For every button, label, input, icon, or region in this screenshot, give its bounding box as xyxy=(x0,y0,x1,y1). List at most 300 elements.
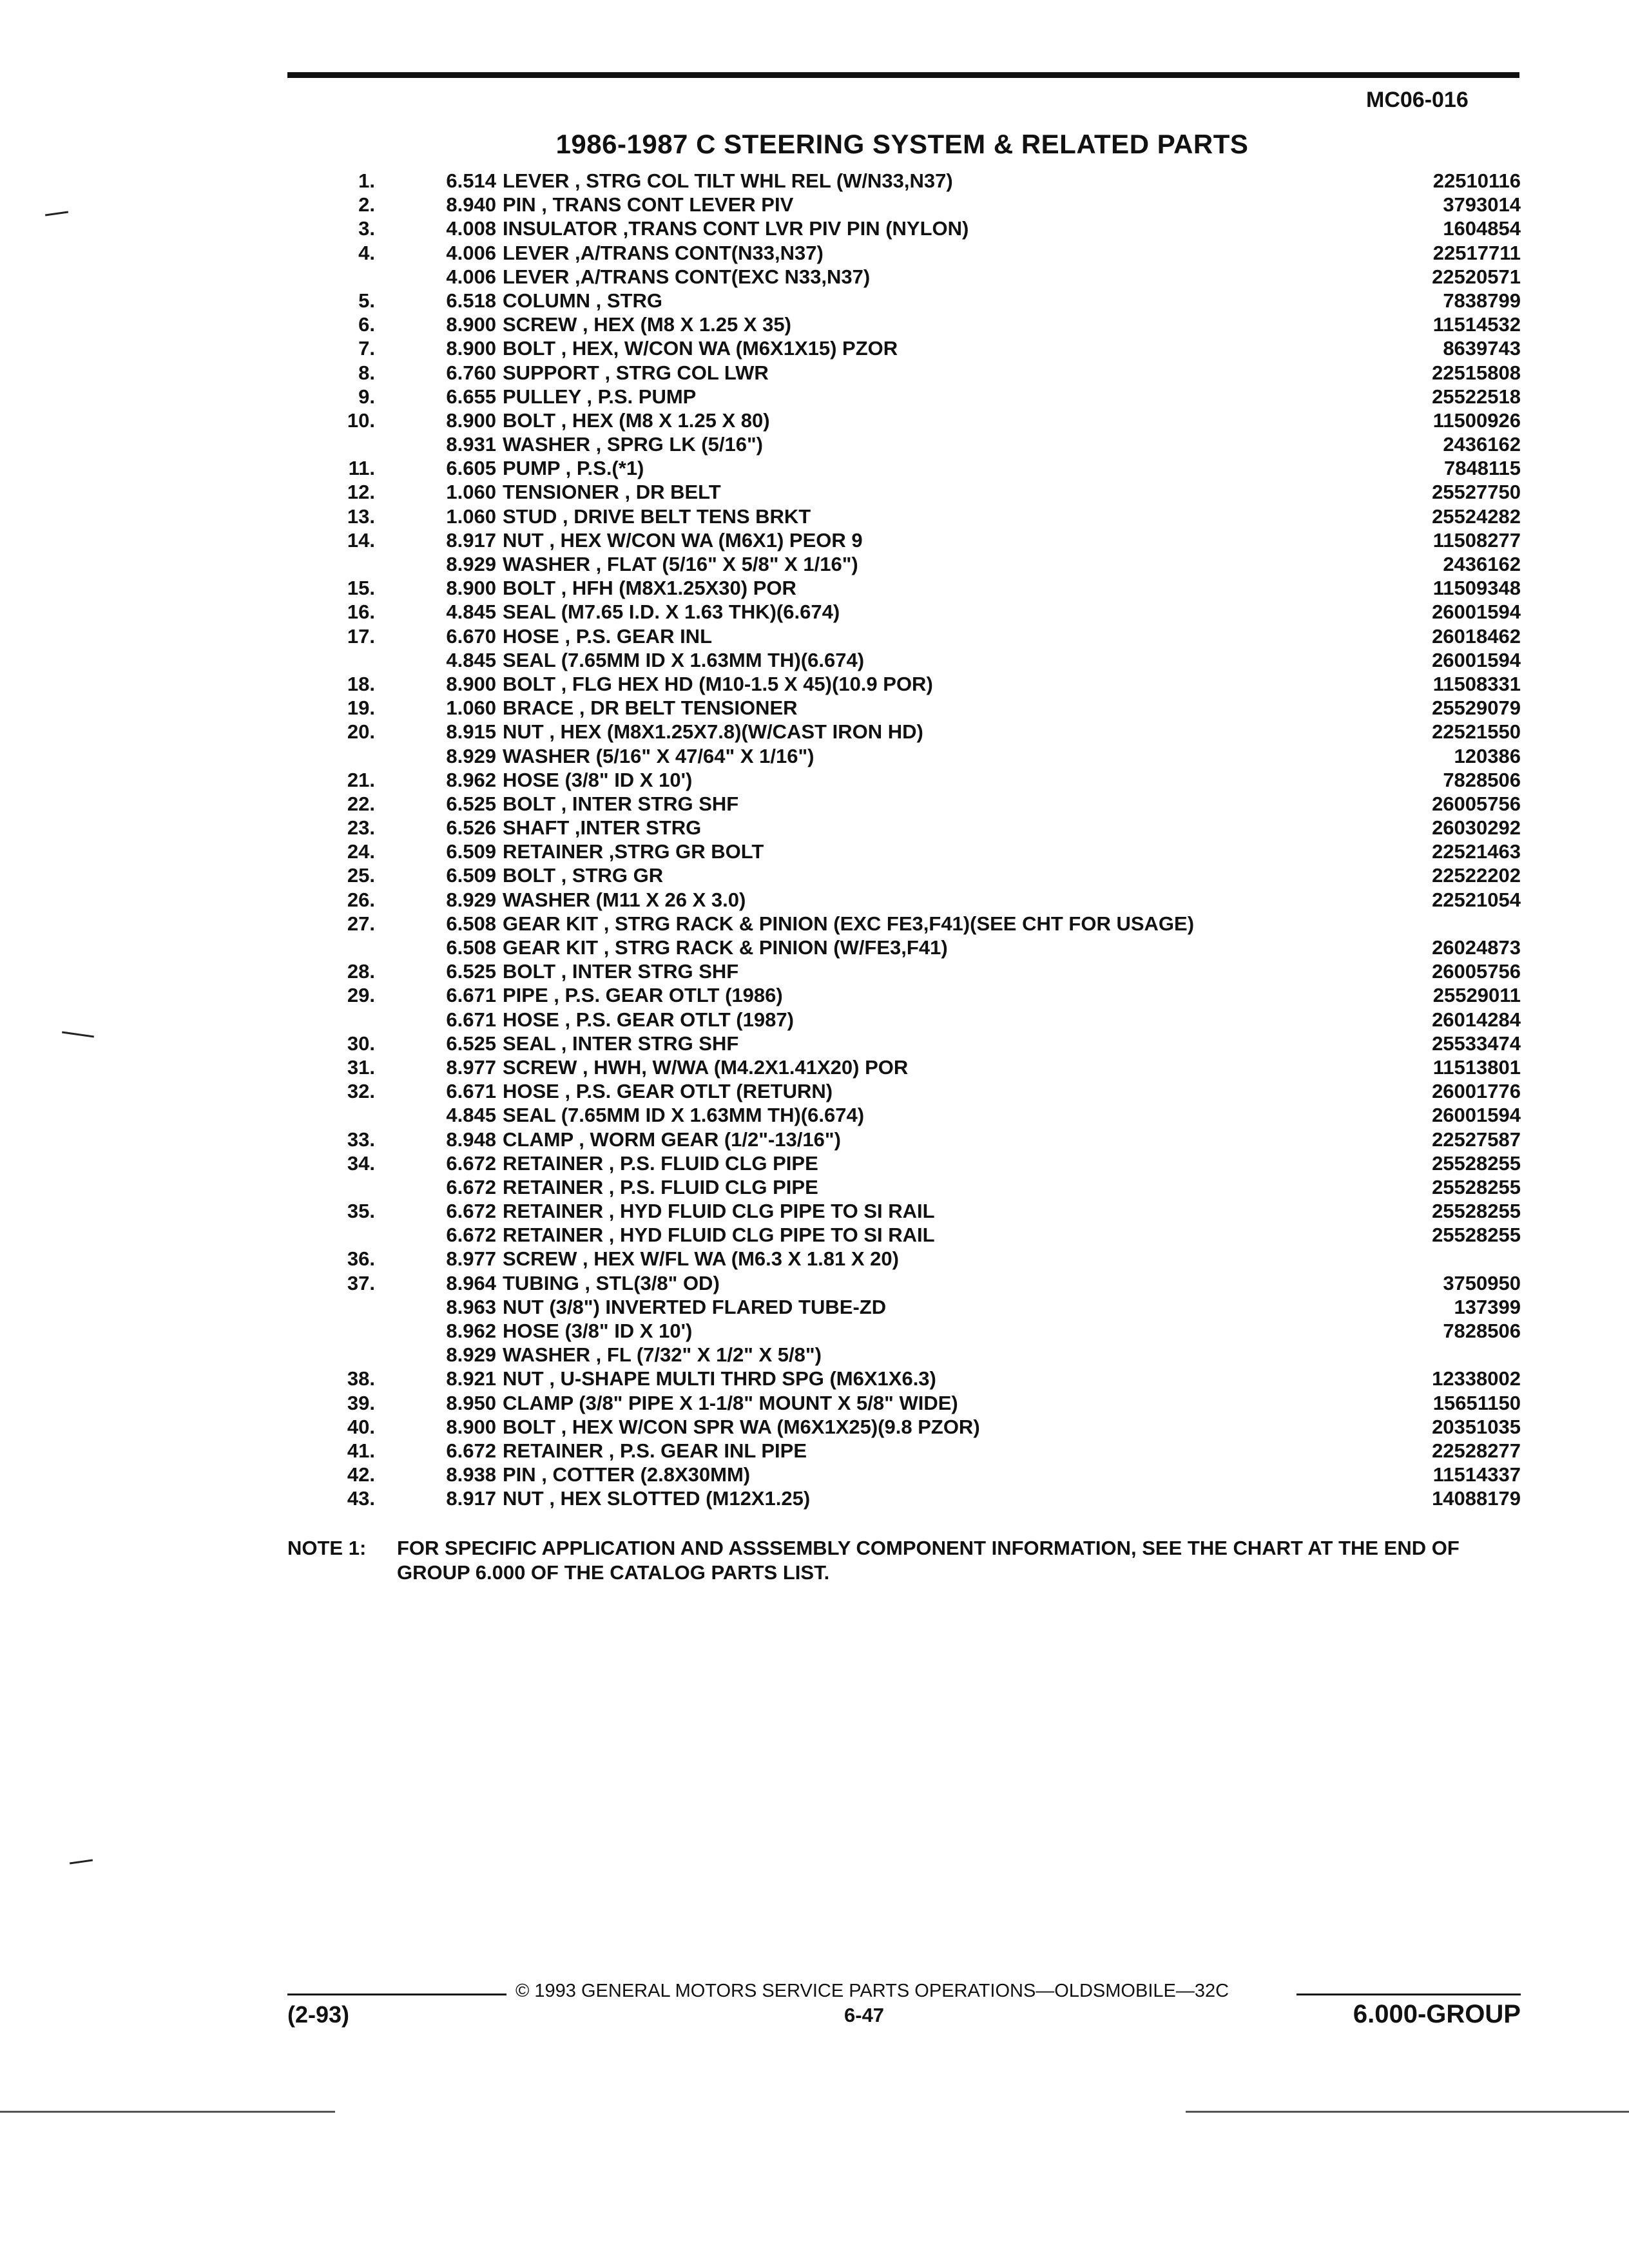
part-description-text: WASHER , FLAT (5/16" X 5/8" X 1/16") xyxy=(503,553,867,575)
item-number: 8. xyxy=(358,361,375,384)
part-number: 11500926 xyxy=(1432,408,1521,432)
group-number: 8.931 xyxy=(446,433,496,456)
part-description-text: PUMP , P.S.(*1) xyxy=(503,457,653,479)
item-number: 15. xyxy=(347,577,375,600)
part-number: 7848115 xyxy=(1444,457,1521,480)
table-row xyxy=(284,265,1521,289)
item-number: 28. xyxy=(347,960,375,983)
table-row xyxy=(284,1391,1521,1415)
item-number: 20. xyxy=(347,720,375,744)
part-description xyxy=(503,624,1411,648)
part-number: 3750950 xyxy=(1443,1271,1521,1294)
table-row xyxy=(284,1103,1521,1127)
part-description xyxy=(503,672,1411,696)
group-number: 6.672 xyxy=(446,1224,496,1247)
part-number: 25528255 xyxy=(1432,1151,1521,1175)
group-number: 6.508 xyxy=(446,912,496,935)
part-number: 26001594 xyxy=(1432,1104,1521,1127)
part-description xyxy=(503,456,1411,480)
table-row xyxy=(284,361,1521,385)
part-description xyxy=(503,1247,1411,1271)
part-number: 22521550 xyxy=(1432,720,1521,744)
table-row xyxy=(284,600,1521,624)
group-number: 4.845 xyxy=(446,601,496,624)
part-number: 26024873 xyxy=(1432,936,1521,959)
part-description-text: NUT , HEX W/CON WA (M6X1) PEOR 9 xyxy=(503,529,872,552)
part-number: 25528255 xyxy=(1432,1200,1521,1223)
table-row xyxy=(284,1008,1521,1032)
part-description-text: BOLT , INTER STRG SHF xyxy=(503,793,747,815)
group-number: 6.526 xyxy=(446,816,496,840)
part-description-text: HOSE , P.S. GEAR INL xyxy=(503,625,721,648)
part-description xyxy=(503,480,1411,504)
part-number: 26005756 xyxy=(1432,792,1521,815)
part-number: 8639743 xyxy=(1443,337,1521,360)
part-description-text: PIPE , P.S. GEAR OTLT (1986) xyxy=(503,984,792,1006)
table-row xyxy=(284,983,1521,1007)
group-number: 8.900 xyxy=(446,408,496,432)
part-number: 7828506 xyxy=(1443,1320,1521,1342)
item-number: 13. xyxy=(347,505,375,528)
revision-date: (2-93) xyxy=(287,2001,350,2028)
group-number: 8.900 xyxy=(446,1415,496,1438)
part-description-text: LEVER , STRG COL TILT WHL REL (W/N33,N37) xyxy=(503,169,962,192)
group-number: 6.509 xyxy=(446,840,496,863)
item-number: 37. xyxy=(347,1271,375,1294)
part-description-text: PULLEY , P.S. PUMP xyxy=(503,385,705,408)
item-number: 5. xyxy=(358,289,375,312)
part-number: 22521463 xyxy=(1432,840,1521,863)
part-description xyxy=(503,696,1411,720)
table-row xyxy=(284,1247,1521,1271)
part-description xyxy=(503,959,1411,983)
part-number: 12338002 xyxy=(1432,1367,1521,1390)
table-row xyxy=(284,1343,1521,1367)
group-number: 8.917 xyxy=(446,528,496,552)
table-row xyxy=(284,1199,1521,1223)
group-number: 8.963 xyxy=(446,1295,496,1318)
part-description xyxy=(503,1391,1411,1415)
part-number: 25533474 xyxy=(1432,1032,1521,1055)
part-number: 20351035 xyxy=(1432,1415,1521,1438)
group-number: 6.672 xyxy=(446,1175,496,1198)
part-description-text: INSULATOR ,TRANS CONT LVR PIV PIN (NYLON) xyxy=(503,217,978,240)
part-description xyxy=(503,505,1411,528)
table-row xyxy=(284,624,1521,648)
part-description-text: CLAMP , WORM GEAR (1/2"-13/16") xyxy=(503,1128,850,1151)
part-description-text: TENSIONER , DR BELT xyxy=(503,481,730,503)
part-description-text: RETAINER , HYD FLUID CLG PIPE TO SI RAIL xyxy=(503,1224,944,1246)
table-row xyxy=(284,1439,1521,1463)
part-number: 25529079 xyxy=(1432,697,1521,720)
note-text: FOR SPECIFIC APPLICATION AND ASSSEMBLY COMPONENT INFORMATION, SEE THE CHART AT THE END OF GROUP 6.000 OF THE CATALOG PARTS LIST. xyxy=(397,1537,1460,1584)
part-description-text: GEAR KIT , STRG RACK & PINION (W/FE3,F41) xyxy=(503,936,957,959)
table-row xyxy=(284,432,1521,456)
part-description xyxy=(503,312,1411,336)
part-description-text: HOSE (3/8" ID X 10') xyxy=(503,769,701,791)
table-row xyxy=(284,1079,1521,1103)
part-description-text: BOLT , INTER STRG SHF xyxy=(503,960,747,983)
group-number: 6.525 xyxy=(446,960,496,983)
table-row xyxy=(284,1128,1521,1151)
item-number: 11. xyxy=(348,457,375,480)
group-number: 8.900 xyxy=(446,337,496,360)
part-description-text: LEVER ,A/TRANS CONT(EXC N33,N37) xyxy=(503,265,879,288)
group-number: 6.672 xyxy=(446,1151,496,1175)
part-description-text: HOSE , P.S. GEAR OTLT (RETURN) xyxy=(503,1080,842,1102)
table-row xyxy=(284,672,1521,696)
group-number: 6.518 xyxy=(446,289,496,312)
part-description-text: NUT , HEX (M8X1.25X7.8)(W/CAST IRON HD) xyxy=(503,720,932,743)
part-description xyxy=(503,720,1411,744)
part-description-text: HOSE (3/8" ID X 10') xyxy=(503,1320,701,1342)
part-description xyxy=(503,816,1411,840)
footer-rule-left xyxy=(287,1994,506,1995)
part-description-text: SEAL (7.65MM ID X 1.63MM TH)(6.674) xyxy=(503,649,873,671)
part-number: 26001776 xyxy=(1432,1080,1521,1103)
item-number: 1. xyxy=(358,169,375,192)
item-number: 33. xyxy=(347,1128,375,1151)
part-description-text: NUT , U-SHAPE MULTI THRD SPG (M6X1X6.3) xyxy=(503,1367,945,1390)
group-number: 4.006 xyxy=(446,241,496,264)
part-description-text: NUT , HEX SLOTTED (M12X1.25) xyxy=(503,1487,819,1510)
item-number: 29. xyxy=(347,984,375,1007)
part-number: 11514337 xyxy=(1432,1463,1521,1486)
group-number: 6.672 xyxy=(446,1439,496,1462)
part-description-text: PIN , TRANS CONT LEVER PIV xyxy=(503,193,802,216)
item-number: 42. xyxy=(347,1463,375,1486)
part-description xyxy=(503,265,1411,289)
item-number: 41. xyxy=(347,1439,375,1462)
part-description xyxy=(503,600,1411,624)
item-number: 39. xyxy=(347,1391,375,1414)
part-description-text: HOSE , P.S. GEAR OTLT (1987) xyxy=(503,1008,803,1031)
group-number: 6.671 xyxy=(446,1008,496,1031)
table-row xyxy=(284,840,1521,863)
group-number: 8.948 xyxy=(446,1128,496,1151)
part-description xyxy=(503,1367,1411,1390)
part-description xyxy=(503,432,1411,456)
scan-mark xyxy=(62,1032,94,1038)
scan-mark xyxy=(45,211,68,216)
part-description-text: STUD , DRIVE BELT TENS BRKT xyxy=(503,505,820,528)
part-description xyxy=(503,936,1411,959)
part-description xyxy=(503,576,1411,600)
group-number: 8.929 xyxy=(446,1343,496,1367)
part-number: 22510116 xyxy=(1432,169,1521,192)
copyright: © 1993 GENERAL MOTORS SERVICE PARTS OPERATIONS—OLDSMOBILE—32C xyxy=(516,1981,1229,2001)
part-number: 25522518 xyxy=(1432,385,1521,408)
part-description xyxy=(503,744,1411,768)
item-number: 31. xyxy=(347,1055,375,1079)
table-row xyxy=(284,241,1521,265)
part-description-text: WASHER , FL (7/32" X 1/2" X 5/8") xyxy=(503,1343,831,1366)
scan-mark xyxy=(70,1860,93,1865)
group-number: 6.670 xyxy=(446,624,496,648)
part-description-text: PIN , COTTER (2.8X30MM) xyxy=(503,1463,759,1486)
table-row xyxy=(284,863,1521,887)
part-number: 26005756 xyxy=(1432,960,1521,983)
part-description xyxy=(503,408,1411,432)
group-number: 8.900 xyxy=(446,577,496,600)
table-row xyxy=(284,169,1521,193)
table-row xyxy=(284,936,1521,959)
group-number: 4.006 xyxy=(446,265,496,288)
group-number: 8.929 xyxy=(446,888,496,911)
page-title: 1986-1987 C STEERING SYSTEM & RELATED PARTS xyxy=(555,129,1249,159)
part-description-text: RETAINER , P.S. FLUID CLG PIPE xyxy=(503,1176,827,1198)
part-description xyxy=(503,1032,1411,1055)
group-number: 6.525 xyxy=(446,1032,496,1055)
part-description xyxy=(503,912,1411,936)
part-description xyxy=(503,241,1411,265)
part-number: 3793014 xyxy=(1443,193,1521,216)
group-number: 8.917 xyxy=(446,1487,496,1510)
item-number: 23. xyxy=(347,816,375,840)
scan-mark xyxy=(0,2111,335,2113)
part-description-text: BRACE , DR BELT TENSIONER xyxy=(503,697,807,719)
part-description xyxy=(503,385,1411,408)
group-number: 8.962 xyxy=(446,768,496,791)
table-row xyxy=(284,720,1521,744)
part-description xyxy=(503,1175,1411,1199)
item-number: 10. xyxy=(347,408,375,432)
part-number: 22522202 xyxy=(1432,864,1521,887)
table-row xyxy=(284,289,1521,312)
part-description-text: RETAINER ,STRG GR BOLT xyxy=(503,840,773,863)
part-number: 25527750 xyxy=(1432,481,1521,504)
part-number: 11514532 xyxy=(1432,313,1521,336)
group-number: 6.508 xyxy=(446,936,496,959)
table-row xyxy=(284,1032,1521,1055)
table-row xyxy=(284,816,1521,840)
part-description-text: SUPPORT , STRG COL LWR xyxy=(503,361,778,384)
part-number: 22517711 xyxy=(1432,241,1521,264)
group-number: 6.671 xyxy=(446,984,496,1007)
table-row xyxy=(284,408,1521,432)
part-number: 11513801 xyxy=(1432,1055,1521,1079)
item-number: 35. xyxy=(347,1200,375,1223)
part-description xyxy=(503,768,1411,792)
table-row xyxy=(284,312,1521,336)
part-description xyxy=(503,193,1411,216)
group-number: 8.929 xyxy=(446,553,496,575)
part-description-text: TUBING , STL(3/8" OD) xyxy=(503,1272,729,1294)
item-number: 22. xyxy=(347,792,375,815)
top-rule xyxy=(287,72,1519,78)
table-row xyxy=(284,648,1521,672)
part-description xyxy=(503,336,1411,360)
table-row xyxy=(284,744,1521,768)
part-description xyxy=(503,1055,1411,1079)
table-row xyxy=(284,888,1521,912)
group-number: 8.929 xyxy=(446,744,496,767)
table-row xyxy=(284,1319,1521,1343)
part-number: 11508277 xyxy=(1432,528,1521,552)
part-description xyxy=(503,552,1411,576)
group-number: 6.671 xyxy=(446,1080,496,1103)
item-number: 32. xyxy=(347,1080,375,1103)
part-number: 25529011 xyxy=(1432,984,1521,1007)
item-number: 6. xyxy=(358,313,375,336)
part-number: 22528277 xyxy=(1432,1439,1521,1462)
page-number: 6-47 xyxy=(844,2004,885,2026)
item-number: 34. xyxy=(347,1151,375,1175)
table-row xyxy=(284,480,1521,504)
group-number: 6.760 xyxy=(446,361,496,384)
part-number: 26018462 xyxy=(1432,624,1521,648)
item-number: 19. xyxy=(347,697,375,720)
part-description-text: SEAL , INTER STRG SHF xyxy=(503,1032,747,1055)
table-row xyxy=(284,576,1521,600)
part-description xyxy=(503,863,1411,887)
part-description xyxy=(503,289,1411,312)
part-description-text: BOLT , HEX (M8 X 1.25 X 80) xyxy=(503,409,779,432)
parts-list xyxy=(284,169,1521,1511)
item-number: 27. xyxy=(347,912,375,935)
group-number: 6.655 xyxy=(446,385,496,408)
item-number: 38. xyxy=(347,1367,375,1390)
part-description xyxy=(503,983,1411,1007)
part-number: 26014284 xyxy=(1432,1008,1521,1031)
part-number: 7828506 xyxy=(1443,768,1521,791)
part-number: 22515808 xyxy=(1432,361,1521,384)
part-number: 11508331 xyxy=(1432,672,1521,695)
table-row xyxy=(284,768,1521,792)
part-description-text: LEVER ,A/TRANS CONT(N33,N37) xyxy=(503,242,833,264)
part-description xyxy=(503,1486,1411,1510)
table-row xyxy=(284,1415,1521,1439)
item-number: 14. xyxy=(347,528,375,552)
part-description-text: BOLT , FLG HEX HD (M10-1.5 X 45)(10.9 POR) xyxy=(503,673,942,695)
group-number: 1.060 xyxy=(446,697,496,720)
part-number: 137399 xyxy=(1454,1295,1521,1318)
group-number: 1.060 xyxy=(446,505,496,528)
part-number: 25524282 xyxy=(1432,505,1521,528)
table-row xyxy=(284,1295,1521,1319)
item-number: 40. xyxy=(347,1415,375,1438)
part-description-text: COLUMN , STRG xyxy=(503,289,671,312)
item-number: 7. xyxy=(358,337,375,360)
group-number: 4.845 xyxy=(446,648,496,671)
part-number: 2436162 xyxy=(1443,433,1521,456)
part-description-text: WASHER (M11 X 26 X 3.0) xyxy=(503,889,755,911)
part-number: 1604854 xyxy=(1443,217,1521,240)
item-number: 17. xyxy=(347,624,375,648)
part-description-text: RETAINER , HYD FLUID CLG PIPE TO SI RAIL xyxy=(503,1200,944,1222)
part-description xyxy=(503,528,1411,552)
group-label: 6.000-GROUP xyxy=(1353,2000,1521,2028)
item-number: 18. xyxy=(347,672,375,695)
table-row xyxy=(284,1486,1521,1510)
table-row xyxy=(284,1151,1521,1175)
part-description xyxy=(503,1079,1411,1103)
part-description-text: BOLT , STRG GR xyxy=(503,864,672,887)
table-row xyxy=(284,1367,1521,1390)
part-description-text: BOLT , HFH (M8X1.25X30) POR xyxy=(503,577,805,599)
note-label: NOTE 1: xyxy=(287,1537,367,1559)
part-number: 11509348 xyxy=(1432,577,1521,600)
part-number: 7838799 xyxy=(1443,289,1521,312)
part-description-text: WASHER (5/16" X 47/64" X 1/16") xyxy=(503,745,823,767)
part-description-text: SCREW , HEX W/FL WA (M6.3 X 1.81 X 20) xyxy=(503,1247,908,1270)
part-number: 26001594 xyxy=(1432,601,1521,624)
part-description-text: WASHER , SPRG LK (5/16") xyxy=(503,433,772,456)
part-description-text: BOLT , HEX W/CON SPR WA (M6X1X25)(9.8 PZOR) xyxy=(503,1416,989,1438)
item-number: 43. xyxy=(347,1487,375,1510)
item-number: 2. xyxy=(358,193,375,216)
table-row xyxy=(284,696,1521,720)
part-description xyxy=(503,840,1411,863)
scan-mark xyxy=(1186,2111,1629,2113)
table-row xyxy=(284,959,1521,983)
part-description xyxy=(503,1295,1411,1319)
part-description-text: NUT (3/8") INVERTED FLARED TUBE-ZD xyxy=(503,1296,895,1318)
part-description xyxy=(503,1103,1411,1127)
group-number: 8.977 xyxy=(446,1247,496,1271)
group-number: 8.950 xyxy=(446,1391,496,1414)
table-row xyxy=(284,912,1521,936)
table-row xyxy=(284,1055,1521,1079)
group-number: 8.962 xyxy=(446,1320,496,1342)
table-row xyxy=(284,528,1521,552)
part-description-text: SCREW , HEX (M8 X 1.25 X 35) xyxy=(503,313,800,336)
part-number: 26030292 xyxy=(1432,816,1521,840)
part-description xyxy=(503,1319,1411,1343)
item-number: 9. xyxy=(358,385,375,408)
part-description-text: SHAFT ,INTER STRG xyxy=(503,816,710,839)
part-description xyxy=(503,1008,1411,1032)
table-row xyxy=(284,456,1521,480)
part-number: 25528255 xyxy=(1432,1224,1521,1247)
table-row xyxy=(284,552,1521,576)
table-row xyxy=(284,336,1521,360)
item-number: 36. xyxy=(347,1247,375,1271)
table-row xyxy=(284,385,1521,408)
part-description-text: CLAMP (3/8" PIPE X 1-1/8" MOUNT X 5/8" WIDE) xyxy=(503,1392,967,1414)
part-number: 22520571 xyxy=(1432,265,1521,288)
group-number: 6.525 xyxy=(446,792,496,815)
part-description xyxy=(503,1128,1411,1151)
part-description-text: SEAL (M7.65 I.D. X 1.63 THK)(6.674) xyxy=(503,601,849,623)
table-row xyxy=(284,1463,1521,1486)
part-number: 15651150 xyxy=(1432,1391,1521,1414)
part-description xyxy=(503,888,1411,912)
part-description-text: RETAINER , P.S. FLUID CLG PIPE xyxy=(503,1152,827,1175)
item-number: 30. xyxy=(347,1032,375,1055)
part-description-text: SEAL (7.65MM ID X 1.63MM TH)(6.674) xyxy=(503,1104,873,1126)
group-number: 6.605 xyxy=(446,457,496,480)
group-number: 8.915 xyxy=(446,720,496,744)
part-description-text: SCREW , HWH, W/WA (M4.2X1.41X20) POR xyxy=(503,1056,917,1079)
page-code: MC06-016 xyxy=(1366,88,1469,112)
item-number: 25. xyxy=(347,864,375,887)
part-number: 22521054 xyxy=(1432,888,1521,911)
part-description xyxy=(503,1223,1411,1247)
item-number: 12. xyxy=(347,481,375,504)
table-row xyxy=(284,505,1521,528)
table-row xyxy=(284,1271,1521,1295)
part-description xyxy=(503,792,1411,816)
group-number: 8.977 xyxy=(446,1055,496,1079)
part-description-text: BOLT , HEX, W/CON WA (M6X1X15) PZOR xyxy=(503,337,907,360)
group-number: 8.940 xyxy=(446,193,496,216)
part-number: 14088179 xyxy=(1432,1487,1521,1510)
part-description xyxy=(503,1271,1411,1295)
part-description xyxy=(503,1439,1411,1463)
part-description xyxy=(503,1463,1411,1486)
part-description xyxy=(503,1415,1411,1439)
